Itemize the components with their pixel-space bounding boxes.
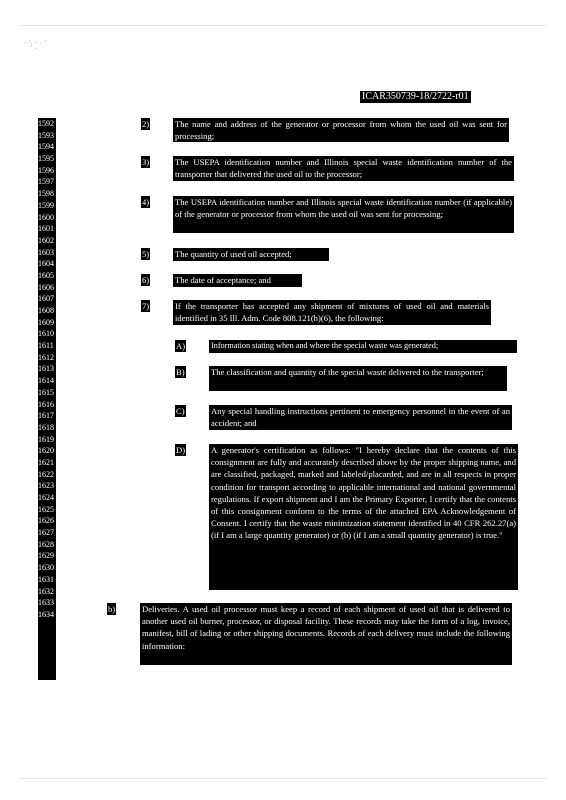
item-5-text: The quantity of used oil accepted; [173,248,329,261]
subitem-c-text: Any special handling instructions pertinent to emergency personnel in the event of an accident; and [211,406,510,429]
line-number: 1600 [38,212,54,222]
line-number: 1599 [38,200,54,210]
line-number: 1611 [38,341,54,351]
item-2-text: The name and address of the generator or processor from whom the used oil was sent for processing; [175,119,507,142]
line-number: 1602 [38,235,54,245]
line-number: 1597 [38,177,54,187]
line-number: 1613 [38,364,54,374]
line-number: 1623 [38,481,54,491]
line-number: 1615 [38,387,54,397]
item-6-marker: 6) [142,275,150,285]
scan-mark: · '. · . ' ' . [24,41,47,51]
line-number: 1619 [38,434,54,444]
item-2-marker: 2) [142,119,150,129]
item-3-text: The USEPA identification number and Illinois special waste identification number of the transporter that delivered the used oil to the processor; [175,157,512,180]
line-number: 1605 [38,270,54,280]
subitem-c-marker: C) [176,406,185,416]
line-number: 1596 [38,165,54,175]
item-4-text: The USEPA identification number and Illinois special waste identification number (if applicable) of the generator or processor from whom the used oil was sent for processing; [173,196,514,233]
line-number: 1606 [38,282,54,292]
line-number: 1627 [38,528,54,538]
subitem-a-marker: A) [176,341,186,351]
line-number: 1594 [38,142,54,152]
line-number: 1603 [38,247,54,257]
subitem-b-marker: B) [176,367,185,377]
line-number: 1616 [38,399,54,409]
subitem-b-text: The classification and quantity of the special waste delivered to the transporter; [209,366,507,391]
line-number: 1632 [38,586,54,596]
line-number: 1610 [38,329,54,339]
subitem-d-marker: D) [176,445,186,455]
line-number: 1612 [38,352,54,362]
item-6-text: The date of acceptance; and [173,274,302,287]
item-3-marker: 3) [142,157,150,167]
line-number: 1598 [38,189,54,199]
line-number: 1628 [38,539,54,549]
line-number: 1607 [38,294,54,304]
item-5-marker: 5) [142,249,150,259]
subsection-b-marker: b) [108,604,116,614]
line-number: 1631 [38,574,54,584]
item-7-text: If the transporter has accepted any shipment of mixtures of used oil and materials identified in 35 Ill. Adm. Code 808.121(h)(6), the following: [175,301,489,324]
line-number: 1626 [38,516,54,526]
line-number: 1634 [38,609,54,619]
line-number: 1624 [38,493,54,502]
subsection-b-text: Deliveries. A used oil processor must keep a record of each shipment of used oil that is delivered to another used oil burner, processor, or disposal facility. These records may take the form of a log, invoice, manifest, bill of lading or other shipping documents. Records of each delivery must include the following information: [140,603,512,665]
line-number: 1630 [38,563,54,573]
line-number: 1625 [38,504,54,514]
line-number: 1621 [38,457,54,467]
line-number: 1618 [38,422,54,432]
line-numbers [38,118,56,621]
line-number: 1629 [38,551,54,561]
line-number: 1633 [38,598,54,608]
page-top-edge [20,25,546,26]
line-number: 1604 [38,259,54,269]
line-number: 1593 [38,130,54,140]
page-bottom-edge [20,778,546,779]
line-number: 1601 [38,224,54,234]
line-number: 1620 [38,446,54,456]
subitem-d-text: A generator's certification as follows: "I hereby declare that the contents of this consignment are fully and accurately described above by the proper shipping name, and are classified, packaged, marked and labeled/placarded, and are in all respects in proper condition for transport according to applicable international and national governmental regulations. If export shipment and I am the Primary Exporter, I certify that the contents of this consignment conform to the terms of the attached EPA Acknowledgement of Consent. I certify that the waste minimization statement identified in 40 CFR 262.27(a) (if I am a large quantity generator) or (b) (if I am a small quantity generator) is true." [209,444,518,590]
subitem-a-text: Information stating when and where the special waste was generated; [209,340,517,353]
line-number: 1614 [38,376,54,386]
document-id-header: ICAR350739-18/2722-r01 [362,91,469,102]
line-number: 1622 [38,469,54,479]
item-4-marker: 4) [142,197,150,207]
line-number: 1592 [38,119,54,128]
line-number: 1595 [38,154,54,164]
line-number: 1617 [38,411,54,421]
line-number: 1609 [38,317,54,327]
item-7-marker: 7) [142,301,150,311]
line-number: 1608 [38,306,54,315]
